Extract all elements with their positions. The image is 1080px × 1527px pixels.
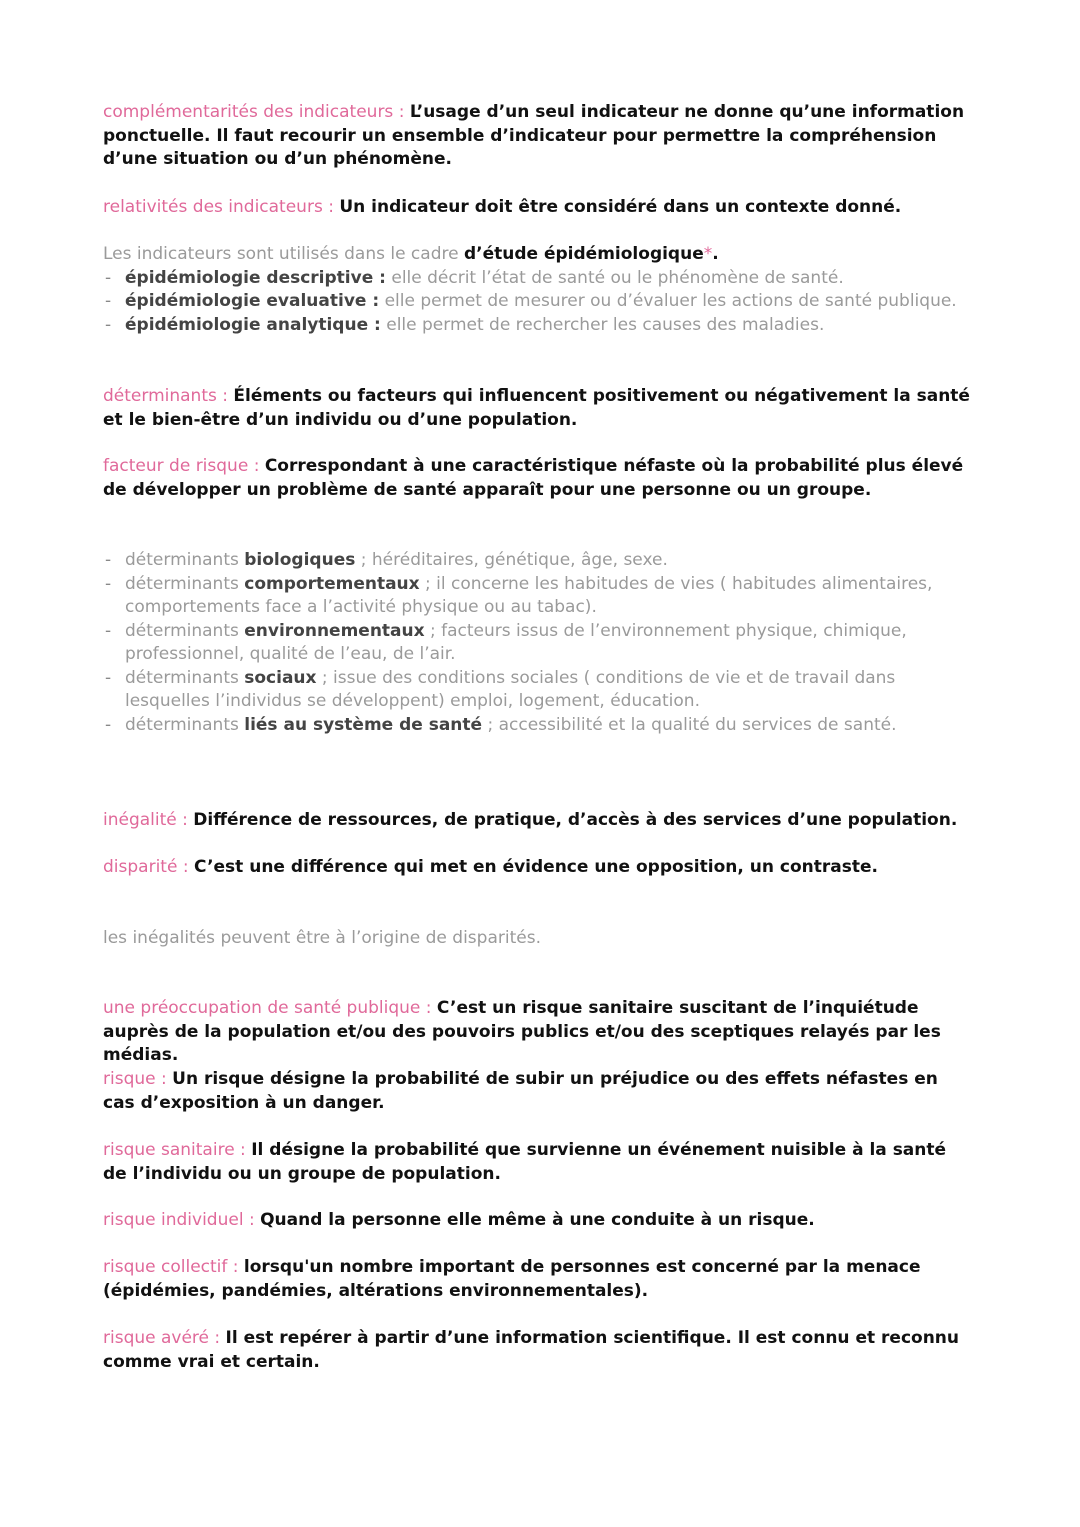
definition-relativites	[103, 196, 973, 220]
definition-text: C’est une différence qui met en évidence une opposition, un contraste.	[193, 857, 878, 877]
item-type: liés au système de santé	[244, 714, 483, 735]
list-item	[103, 714, 973, 738]
term-label: inégalité :	[103, 810, 188, 830]
intro-highlight: d’étude épidémiologique	[463, 244, 704, 264]
item-prefix: déterminants	[125, 573, 239, 594]
definition-text: C’est un risque sanitaire suscitant de l’inquiétude auprès de la population et/ou des pouvoirs publics et/ou des sceptiques relayés par les médias.	[103, 998, 941, 1065]
intro-text: Les indicateurs sont utilisés dans le cadre	[103, 244, 459, 264]
definition-text: Différence de ressources, de pratique, d’accès à des services d’une population.	[193, 810, 958, 830]
definition-complementarites	[103, 101, 973, 172]
definition-facteur-risque	[103, 455, 973, 502]
note-inegalites: les inégalités peuvent être à l’origine de disparités.	[103, 928, 541, 948]
list-item	[103, 267, 973, 291]
epidemiology-intro	[103, 243, 973, 267]
definition-risque-sanitaire	[103, 1139, 973, 1186]
item-name: épidémiologie evaluative :	[125, 291, 380, 311]
item-name: épidémiologie descriptive :	[125, 267, 386, 288]
definition-text: Éléments ou facteurs qui influencent positivement ou négativement la santé et le bien-être d’un individu ou d’une population.	[103, 386, 970, 430]
item-desc: elle décrit l’état de santé ou le phénomène de santé.	[391, 267, 844, 288]
definition-text: Un risque désigne la probabilité de subir un préjudice ou des effets néfastes en cas d’exposition à un danger.	[103, 1069, 938, 1113]
item-desc: elle permet de mesurer ou d’évaluer les actions de santé publique.	[384, 291, 957, 311]
epidemiology-section	[103, 243, 973, 337]
term-label: risque individuel :	[103, 1210, 255, 1230]
term-label: risque :	[103, 1069, 167, 1089]
term-label: complémentarités des indicateurs :	[103, 102, 405, 122]
term-label: une préoccupation de santé publique :	[103, 998, 432, 1018]
term-label: disparité :	[103, 857, 189, 877]
definition-risque-individuel	[103, 1209, 973, 1233]
term-label: risque collectif :	[103, 1257, 239, 1277]
item-desc: ; issue des conditions sociales ( conditions de vie et de travail dans lesquelles l’individus se développent) emploi, logement, éducation.	[125, 667, 896, 711]
list-item	[103, 667, 973, 714]
definition-risque-collectif	[103, 1256, 973, 1303]
item-desc: ; accessibilité et la qualité du services de santé.	[487, 714, 897, 735]
definition-text: Il est repérer à partir d’une information scientifique. Il est connu et reconnu comme vrai et certain.	[103, 1328, 960, 1372]
definition-text: Quand la personne elle même à une conduite à un risque.	[260, 1210, 815, 1230]
list-item	[103, 290, 973, 314]
determinants-list	[103, 549, 973, 737]
definition-text: Il désigne la probabilité que survienne un événement nuisible à la santé de l’individu ou un groupe de population.	[103, 1140, 947, 1184]
item-type: comportementaux	[244, 573, 420, 594]
item-type: sociaux	[244, 667, 317, 688]
list-item	[103, 549, 973, 573]
definition-text: Correspondant à une caractéristique néfaste où la probabilité plus élevé de développer un problème de santé apparaît pour une personne ou un groupe.	[103, 456, 964, 500]
item-desc: ; héréditaires, génétique, âge, sexe.	[360, 550, 668, 570]
list-item	[103, 314, 973, 338]
definition-risque-avere	[103, 1327, 973, 1374]
item-prefix: déterminants	[125, 714, 239, 735]
term-label: relativités des indicateurs :	[103, 197, 334, 217]
definition-inegalite	[103, 809, 973, 833]
definition-risque	[103, 1068, 973, 1115]
term-label: risque sanitaire :	[103, 1140, 246, 1160]
definition-preoccupation	[103, 997, 973, 1068]
item-prefix: déterminants	[125, 667, 239, 688]
epidemiology-list	[103, 267, 973, 338]
item-prefix: déterminants	[125, 550, 239, 570]
item-prefix: déterminants	[125, 620, 239, 641]
asterisk-mark: *	[703, 244, 713, 264]
definition-determinants	[103, 385, 973, 432]
term-label: facteur de risque :	[103, 456, 260, 476]
definition-disparite	[103, 856, 973, 880]
item-desc: ; facteurs issus de l’environnement physique, chimique, professionnel, qualité de l’eau, de l’air.	[125, 620, 907, 664]
definition-text: Un indicateur doit être considéré dans un contexte donné.	[339, 197, 902, 217]
definition-text: L’usage d’un seul indicateur ne donne qu’une information ponctuelle. Il faut recourir un ensemble d’indicateur pour permettre la compréhension d’une situation ou d’un phénomène.	[103, 102, 965, 169]
item-type: environnementaux	[244, 620, 425, 641]
item-type: biologiques	[244, 550, 356, 570]
intro-period: .	[712, 244, 719, 264]
term-label: déterminants :	[103, 386, 228, 406]
item-desc: elle permet de rechercher les causes des maladies.	[386, 314, 825, 335]
definition-text: lorsqu'un nombre important de personnes est concerné par la menace (épidémies, pandémies, altérations environnementales).	[103, 1257, 921, 1301]
item-name: épidémiologie analytique :	[125, 314, 381, 335]
item-desc: ; il concerne les habitudes de vies ( habitudes alimentaires, comportements face a l’activité physique ou au tabac).	[125, 573, 933, 617]
list-item	[103, 620, 973, 667]
term-label: risque avéré :	[103, 1328, 221, 1348]
list-item	[103, 573, 973, 620]
